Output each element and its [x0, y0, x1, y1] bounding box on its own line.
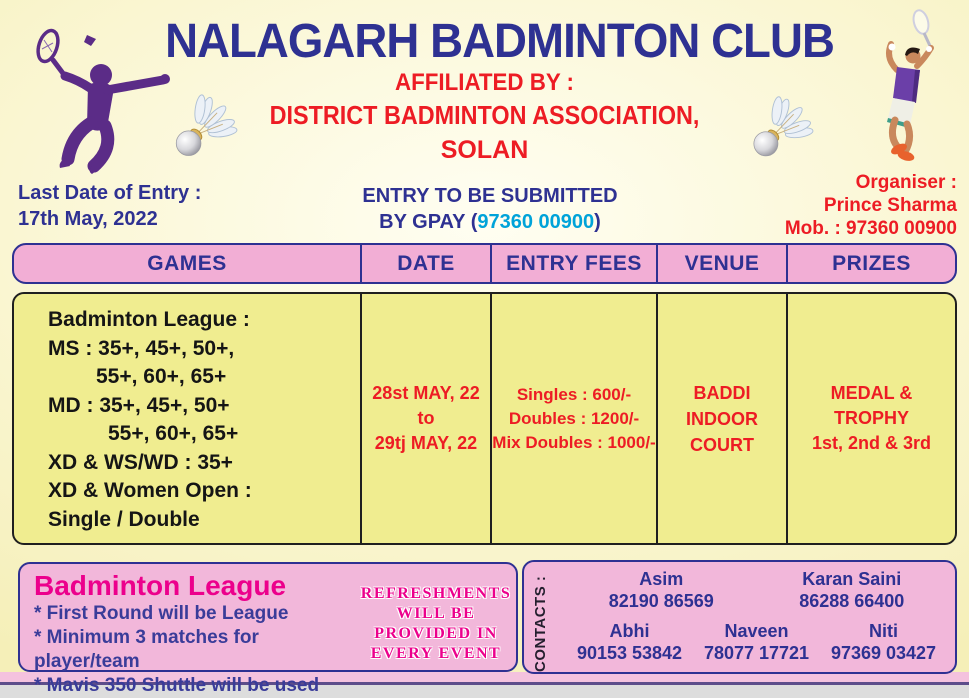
last-date-label: Last Date of Entry : — [18, 182, 202, 204]
refreshments-line: PROVIDED IN — [374, 625, 498, 642]
header-prizes: PRIZES — [832, 251, 911, 275]
league-point: * First Round will be League — [34, 603, 289, 624]
league-point: * Mavis 350 Shuttle will be used — [34, 675, 320, 696]
prizes-line: 1st, 2nd & 3rd — [811, 433, 932, 453]
refreshments-note — [356, 564, 516, 670]
games-line: XD & Women Open : — [48, 479, 252, 502]
fees-line: Singles : 600/- — [516, 384, 632, 404]
header-date: DATE — [362, 245, 492, 282]
refreshments-line: REFRESHMENTS — [360, 585, 512, 602]
entry-line1: ENTRY TO BE SUBMITTED — [362, 185, 618, 207]
venue-line: COURT — [690, 434, 754, 455]
games-line: 55+, 60+, 65+ — [108, 422, 239, 445]
date-line: 29tj MAY, 22 — [374, 433, 478, 453]
date-line: to — [417, 408, 435, 428]
contact-name: Asim — [639, 569, 684, 589]
venue-cell — [658, 294, 788, 543]
entry-line2: BY GPAY (97360 00900) — [379, 211, 601, 233]
date-line: 28st MAY, 22 — [372, 383, 480, 403]
league-title: Badminton League — [34, 570, 287, 601]
prizes-line: TROPHY — [833, 408, 909, 428]
contacts-row-2 — [566, 620, 947, 664]
prizes-cell — [788, 294, 955, 543]
contact-entry — [704, 620, 809, 664]
contact-name: Niti — [868, 621, 898, 641]
games-cell — [14, 294, 362, 543]
header-entry-fees: ENTRY FEES — [492, 245, 658, 282]
entry-fees-cell — [492, 294, 658, 543]
league-rules-box — [18, 562, 518, 696]
gpay-phone-number: 97360 00900 — [477, 211, 595, 233]
contact-phone: 90153 53842 — [576, 643, 683, 663]
organiser-name: Prince Sharma — [823, 195, 957, 216]
affiliated-by-label: AFFILIATED BY : — [395, 69, 574, 96]
association-name: DISTRICT BADMINTON ASSOCIATION, — [269, 100, 700, 130]
refreshments-line: WILL BE — [396, 605, 476, 622]
games-line: XD & WS/WD : 35+ — [48, 450, 233, 474]
contact-name: Abhi — [609, 621, 650, 641]
organiser-mobile: Mob. : 97360 00900 — [784, 218, 957, 239]
prizes-line: MEDAL & — [830, 383, 913, 403]
venue-line: BADDI — [693, 382, 751, 403]
fees-line: Doubles : 1200/- — [508, 408, 640, 428]
contact-phone: 97369 03427 — [830, 643, 937, 663]
contact-phone: 86288 66400 — [799, 591, 905, 611]
refreshments-line: EVERY EVENT — [370, 645, 502, 662]
contact-entry — [577, 620, 682, 664]
contact-phone: 78077 17721 — [703, 643, 810, 663]
club-title: NALAGARH BADMINTON CLUB — [165, 15, 834, 68]
schedule-table-header — [12, 243, 957, 284]
association-city: SOLAN — [440, 136, 529, 164]
header-venue: VENUE — [658, 245, 788, 282]
organiser-label: Organiser : — [855, 172, 957, 193]
last-date-value: 17th May, 2022 — [18, 208, 158, 230]
contacts-label: CONTACTS : — [532, 575, 549, 672]
contact-entry — [831, 620, 936, 664]
entry-submission-info — [290, 183, 690, 235]
last-date-of-entry — [18, 180, 201, 232]
contact-phone: 82190 86569 — [608, 591, 714, 611]
contact-entry — [609, 568, 714, 612]
games-line: MS : 35+, 45+, 50+, — [48, 336, 235, 360]
fees-line: Mix Doubles : 1000/- — [492, 432, 656, 452]
date-cell — [362, 294, 492, 543]
games-line: Badminton League : — [48, 308, 250, 331]
contacts-row-1 — [566, 568, 947, 612]
contact-name: Naveen — [724, 621, 789, 641]
contact-name: Karan Saini — [802, 569, 902, 589]
league-rules — [20, 564, 356, 696]
organiser-info — [785, 171, 957, 240]
contacts-box — [522, 560, 957, 674]
league-point: * Minimum 3 matches for player/team — [34, 627, 259, 672]
contacts-list — [566, 568, 947, 664]
schedule-table-body — [12, 292, 957, 545]
contact-entry — [799, 568, 904, 612]
venue-line: INDOOR — [686, 408, 758, 429]
games-line: 55+, 60+, 65+ — [96, 365, 227, 388]
games-line: Single / Double — [48, 507, 200, 531]
games-line: MD : 35+, 45+, 50+ — [48, 393, 230, 417]
header-games: GAMES — [14, 245, 362, 282]
